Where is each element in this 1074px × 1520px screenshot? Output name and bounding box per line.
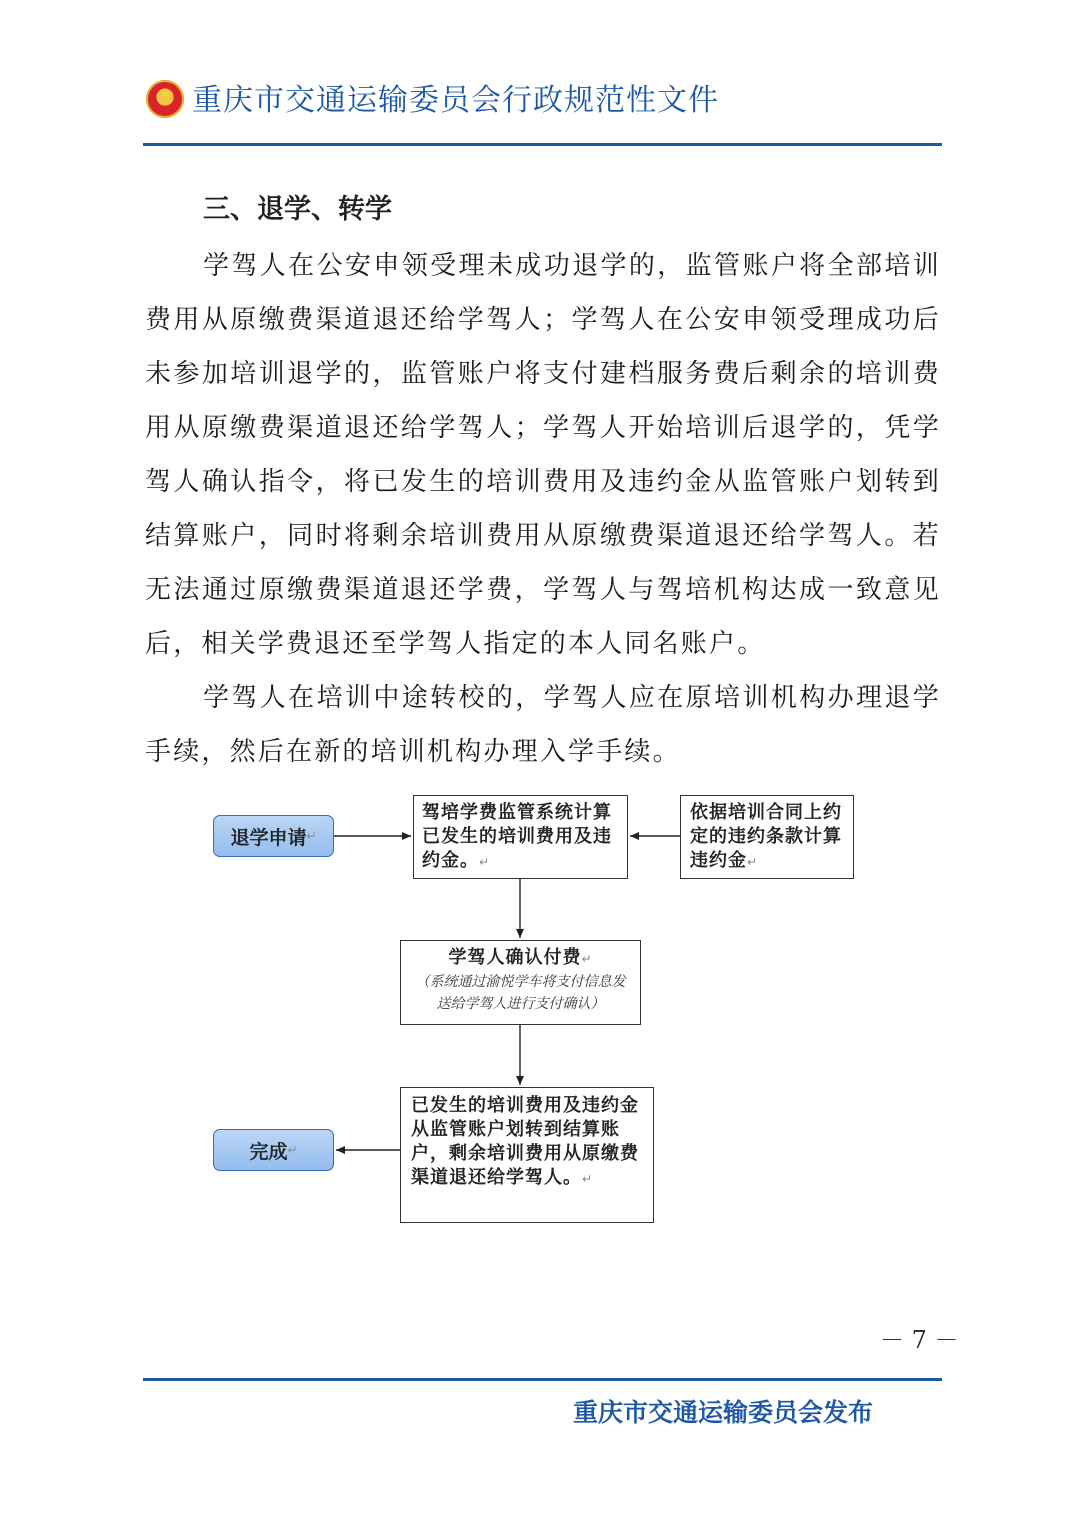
flow-calc-node	[413, 795, 628, 879]
flow-start-label: 退学申请	[230, 826, 307, 849]
paragraph-mark: ↵	[582, 1172, 594, 1186]
national-emblem-icon: ★	[146, 80, 184, 118]
paragraph-mark: ↵	[306, 829, 317, 843]
section-heading: 三、退学、转学	[203, 194, 392, 225]
page-number: － 7 －	[880, 1326, 959, 1354]
paragraph-withdrawal: 学驾人在公安申领受理未成功退学的，监管账户将全部培训费用从原缴费渠道退还给学驾人；学驾人在公安申领受理成功后未参加培训退学的，监管账户将支付建档服务费后剩余的培训费用从原缴费渠道退还给学驾人；学驾人开始培训后退学的，凭学驾人确认指令，将已发生的培训费用及违约金从监管账户划转到结算账户，同时将剩余培训费用从原缴费渠道退还给学驾人。若无法通过原缴费渠道退还学费，学驾人与驾培机构达成一致意见后，相关学费退还至学驾人指定的本人同名账户。	[145, 251, 941, 659]
footer-divider	[143, 1378, 942, 1381]
paragraph-mark: ↵	[581, 952, 593, 966]
flow-confirm-note: （系统通过渝悦学车将支付信息发送给学驾人进行支付确认）	[415, 974, 626, 1012]
flow-confirm-title: 学驾人确认付费	[448, 947, 582, 968]
paragraph-mark: ↵	[287, 1143, 298, 1157]
flow-done-node	[213, 1129, 334, 1171]
flow-start-node	[213, 815, 334, 857]
paragraph-mark: ↵	[747, 855, 759, 869]
flow-transfer-label: 已发生的培训费用及违约金从监管账户划转到结算账户，剩余培训费用从原缴费渠道退还给学驾人。	[411, 1095, 639, 1188]
paragraph-transfer: 学驾人在培训中途转校的，学驾人应在原培训机构办理退学手续，然后在新的培训机构办理入学手续。	[145, 683, 941, 767]
header-title: 重庆市交通运输委员会行政规范性文件	[192, 83, 719, 118]
flow-basis-node	[680, 795, 854, 879]
flow-transfer-node	[400, 1087, 654, 1223]
flow-done-label: 完成	[249, 1140, 288, 1163]
flow-confirm-node	[400, 940, 641, 1025]
footer-publisher: 重庆市交通运输委员会发布	[573, 1398, 874, 1427]
flow-basis-label: 依据培训合同上约定的违约条款计算违约金	[690, 802, 842, 871]
flow-calc-label: 驾培学费监管系统计算已发生的培训费用及违约金。	[422, 802, 612, 871]
paragraph-mark: ↵	[479, 855, 491, 869]
